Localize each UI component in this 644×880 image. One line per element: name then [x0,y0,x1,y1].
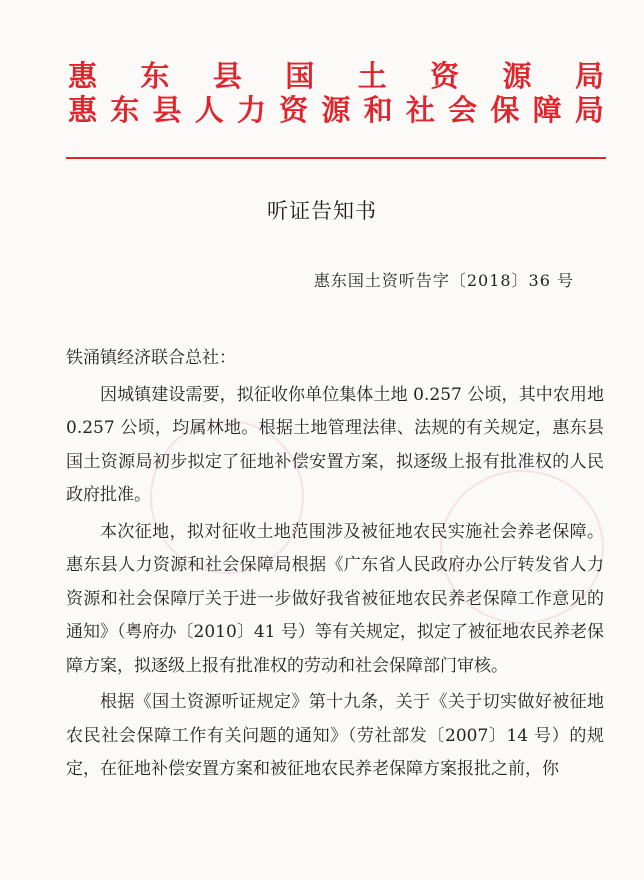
issuer-char: 障 [532,93,562,127]
issuer-char: 源 [502,59,532,93]
issuer-char: 源 [321,93,351,127]
issuer-line-1 [68,59,604,93]
issuer-char: 国 [285,59,315,93]
issuer-char: 会 [448,93,478,127]
document-title: 听证告知书 [267,199,377,223]
issuer-char: 力 [236,93,266,127]
issuer-char: 局 [574,93,604,127]
issuer-char: 社 [405,93,435,127]
issuer-char: 资 [279,93,309,127]
issuer-line-2 [68,93,604,127]
issuer-char: 惠 [68,93,98,127]
body-paragraph: 本次征地，拟对征收土地范围涉及被征地农民实施社会养老保障。惠东县人力资源和社会保障局根据《广东省人民政府办公厅转发省人力资源和社会保障厅关于进一步做好我省被征地农民养老保障工作意见的通知》（粤府办〔2010〕41 号）等有关规定，拟定了被征地农民养老保障方案，拟逐级上报有批准权的劳动和社会保障部门审核。 [66,521,604,676]
issuer-char: 和 [363,93,393,127]
document-body [66,342,604,790]
issuer-char: 东 [110,93,140,127]
issuer-char: 县 [212,59,242,93]
issuer-char: 人 [194,93,224,127]
document-number: 惠东国土资听告字〔2018〕36 号 [313,271,574,290]
addressee: 铁涌镇经济联合总社： [66,348,236,368]
issuer-char: 局 [574,59,604,93]
issuer-char: 资 [430,59,460,93]
body-paragraph: 根据《国土资源听证规定》第十九条，关于《关于切实做好被征地农民社会保障工作有关问题的通知》（劳社部发〔2007〕14 号）的规定，在征地补偿安置方案和被征地农民养老保障方案报批之前，你 [66,692,604,779]
issuer-char: 土 [357,59,387,93]
issuer-char: 惠 [68,59,98,93]
issuer-char: 东 [140,59,170,93]
issuer-char: 保 [490,93,520,127]
body-paragraph: 因城镇建设需要，拟征收你单位集体土地 0.257 公顷，其中农用地 0.257 公顷，均属林地。根据土地管理法律、法规的有关规定，惠东县国土资源局初步拟定了征地补偿安置方案，拟逐级上报有批准权的人民政府批准。 [66,384,604,505]
header-divider [66,157,606,159]
issuer-char: 县 [152,93,182,127]
